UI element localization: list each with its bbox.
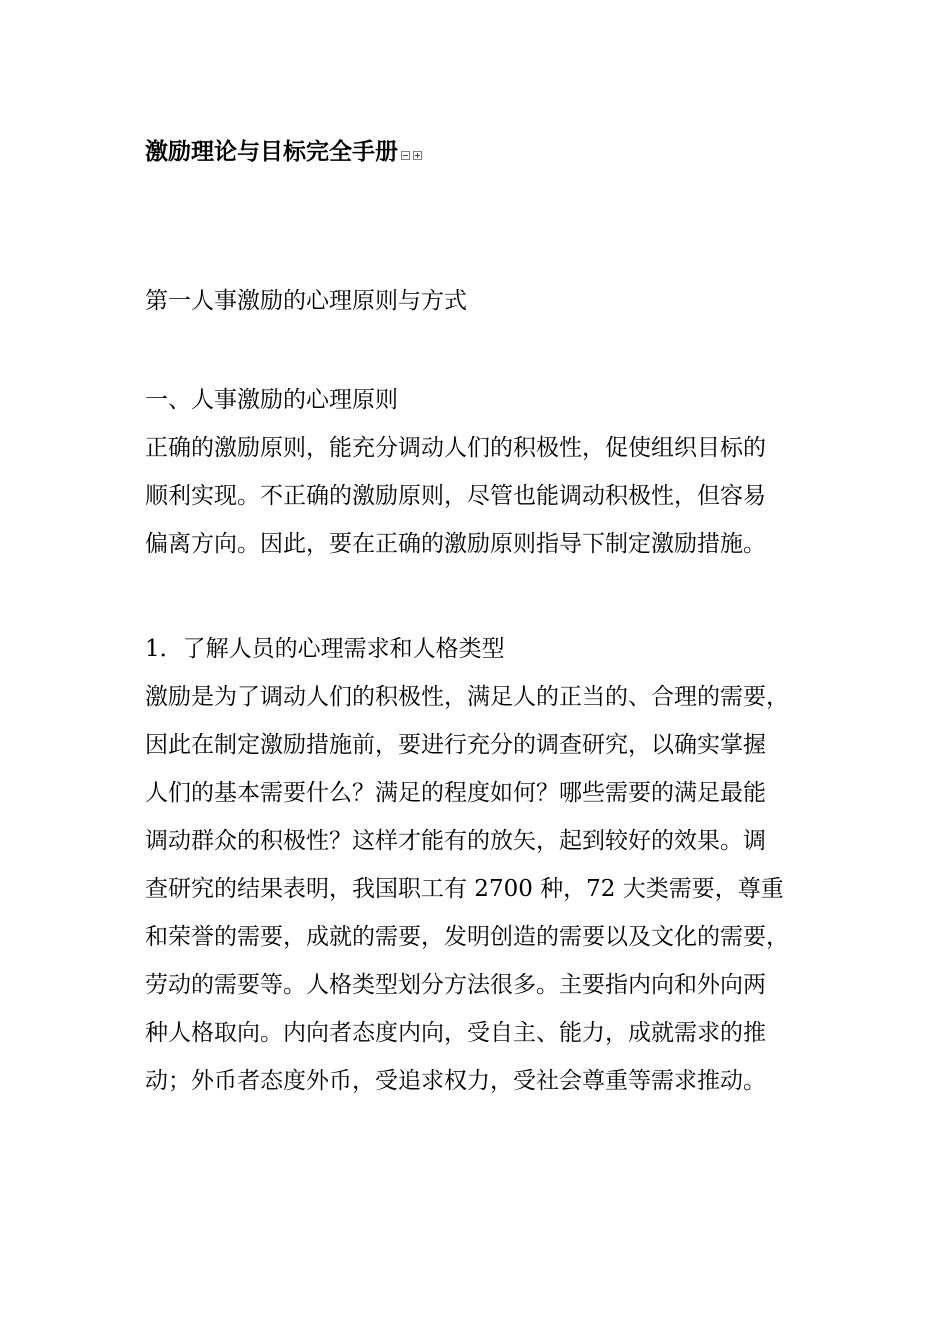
paragraph-line: 激励是为了调动人们的积极性，满足人的正当的、合理的需要， bbox=[145, 684, 789, 710]
paragraph-line: 正确的激励原则，能充分调动人们的积极性，促使组织目标的 bbox=[145, 435, 766, 461]
section2-heading: 1．了解人员的心理需求和人格类型 bbox=[145, 636, 505, 662]
section1-heading: 一、人事激励的心理原则 bbox=[145, 387, 398, 413]
document-title: 激励理论与目标完全手册 bbox=[145, 139, 398, 165]
paragraph-line: 动；外币者态度外币，受追求权力，受社会尊重等需求推动。 bbox=[145, 1068, 766, 1094]
chapter-heading: 第一人事激励的心理原则与方式 bbox=[145, 288, 467, 314]
title-row bbox=[145, 136, 422, 168]
paragraph-line: 偏离方向。因此，要在正确的激励原则指导下制定激励措施。 bbox=[145, 531, 766, 557]
paragraph-line: 和荣誉的需要，成就的需要，发明创造的需要以及文化的需要， bbox=[145, 924, 789, 950]
paragraph-line: 种人格取向。内向者态度内向，受自主、能力，成就需求的推 bbox=[145, 1020, 766, 1046]
collapse-box-icon[interactable] bbox=[401, 151, 410, 160]
paragraph-line: 顺利实现。不正确的激励原则，尽管也能调动积极性，但容易 bbox=[145, 483, 766, 509]
section1 bbox=[145, 376, 855, 568]
section2 bbox=[145, 625, 855, 1105]
paragraph-line: 查研究的结果表明，我国职工有 2700 种，72 大类需要，尊重 bbox=[145, 876, 784, 902]
paragraph-line: 劳动的需要等。人格类型划分方法很多。主要指内向和外向两 bbox=[145, 972, 766, 998]
expand-box-icon[interactable] bbox=[413, 151, 422, 160]
paragraph-line: 人们的基本需要什么？满足的程度如何？哪些需要的满足最能 bbox=[145, 780, 766, 806]
paragraph-line: 因此在制定激励措施前，要进行充分的调查研究，以确实掌握 bbox=[145, 732, 766, 758]
paragraph-line: 调动群众的积极性？这样才能有的放矢，起到较好的效果。调 bbox=[145, 828, 766, 854]
chapter-heading-block bbox=[145, 277, 855, 325]
